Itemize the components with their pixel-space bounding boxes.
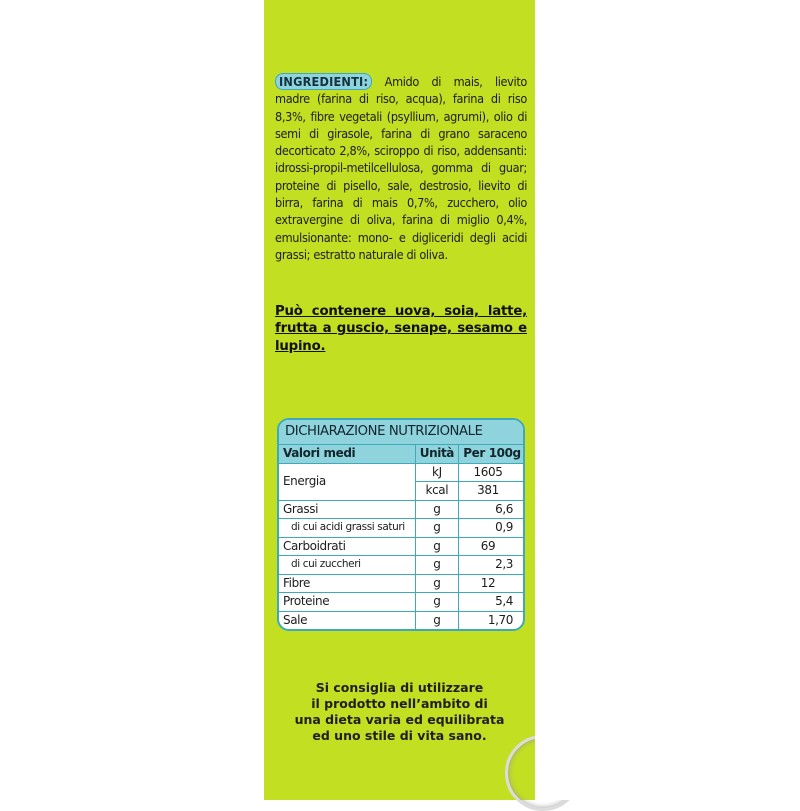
row-unit: g: [415, 593, 458, 612]
advice-line: una dieta varia ed equilibrata: [294, 712, 505, 727]
table-row: [279, 593, 523, 612]
nutrition-header-row: [279, 445, 523, 463]
energy-unit-kcal: kcal: [415, 482, 458, 501]
row-name: Sale: [279, 611, 415, 629]
row-value: 0,9: [459, 519, 524, 538]
row-unit: g: [415, 556, 458, 575]
energy-label: Energia: [279, 463, 415, 500]
header-name: Valori medi: [279, 445, 415, 463]
row-value: 1,70: [459, 611, 524, 629]
nutrition-table: [277, 418, 525, 631]
table-row: [279, 556, 523, 575]
advice-text: [264, 680, 535, 744]
row-name: di cui acidi grassi saturi: [279, 519, 415, 538]
row-unit: g: [415, 611, 458, 629]
row-name: di cui zuccheri: [279, 556, 415, 575]
row-name: Carboidrati: [279, 537, 415, 556]
row-name: Grassi: [279, 500, 415, 519]
row-value: 5,4: [459, 593, 524, 612]
table-row: [279, 500, 523, 519]
table-row: [279, 463, 523, 482]
ingredients-text: Amido di mais, lievito madre (farina di riso, acqua), farina di riso 8,3%, fibre vegetali (psyllium, agrumi), olio di semi di girasole, farina di grano saraceno decorticato 2,8%, sciroppo di riso, addensanti: idrossi-propil-metilcellulosa, gomma di guar; proteine di pisello, sale, destrosio, lievito di birra, farina di mais 0,7%, zucchero, olio extravergine di oliva, farina di miglio 0,4%, emulsionante: mono- e digliceridi degli acidi grassi; estratto naturale di oliva.: [275, 74, 527, 262]
white-background: [535, 0, 800, 800]
row-unit: g: [415, 519, 458, 538]
row-unit: g: [415, 500, 458, 519]
table-row: [279, 519, 523, 538]
row-unit: g: [415, 574, 458, 593]
row-value: 12: [459, 574, 524, 593]
advice-line: Si consiglia di utilizzare: [315, 680, 484, 695]
row-name: Fibre: [279, 574, 415, 593]
allergen-warning: Può contenere uova, soia, latte, frutta a guscio, senape, sesamo e lupino.: [275, 304, 527, 354]
row-name: Proteine: [279, 593, 415, 612]
table-row: [279, 611, 523, 629]
header-unit: Unità: [415, 445, 458, 463]
energy-unit-kj: kJ: [415, 463, 458, 482]
energy-value-kj: 1605: [459, 463, 524, 482]
ingredients-label: INGREDIENTI:: [275, 73, 372, 90]
ingredients-paragraph: [275, 73, 527, 263]
nutrition-grid: [279, 445, 523, 629]
row-value: 2,3: [459, 556, 524, 575]
energy-value-kcal: 381: [459, 482, 524, 501]
nutrition-title: DICHIARAZIONE NUTRIZIONALE: [279, 420, 523, 445]
table-row: [279, 537, 523, 556]
header-value: Per 100g: [459, 445, 524, 463]
row-value: 69: [459, 537, 524, 556]
advice-line: ed uno stile di vita sano.: [312, 728, 487, 743]
row-value: 6,6: [459, 500, 524, 519]
table-row: [279, 574, 523, 593]
advice-line: il prodotto nell’ambito di: [311, 696, 488, 711]
row-unit: g: [415, 537, 458, 556]
